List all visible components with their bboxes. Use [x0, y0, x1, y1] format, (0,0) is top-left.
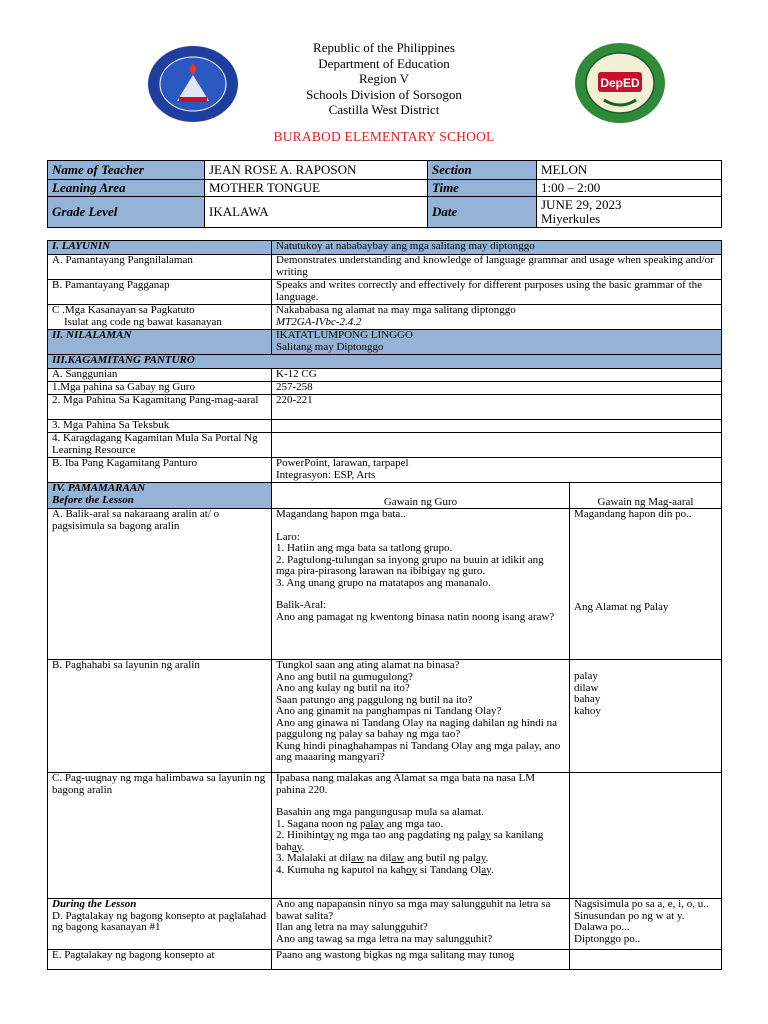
area-value: MOTHER TONGUE [205, 180, 428, 197]
teacher-name: JEAN ROSE A. RAPOSON [205, 161, 428, 180]
pangnilalaman-label: A. Pamantayang Pangnilalaman [48, 255, 272, 280]
lesson-plan-table [47, 240, 722, 970]
layunin-value: Natutukoy at nababaybay ang mga salitang may diptonggo [272, 241, 722, 255]
layunin-heading: I. LAYUNIN [48, 241, 272, 255]
iba-kagamitan-value: PowerPoint, larawan, tarpapel Integrasyon: ESP, Arts [272, 458, 722, 483]
area-label: Leaning Area [48, 180, 205, 197]
kasanayan-value: Nakababasa ng alamat na may mga salitang diptonggo MT2GA-IVbc-2.4.2 [272, 305, 722, 330]
pagtalakay-2-guro: Paano ang wastong bigkas ng mga salitang may tunog [272, 950, 570, 970]
nilalaman-value: IKATATLUMPONG LINGGO Salitang may Diptonggo [272, 330, 722, 355]
balik-aral-label: A. Balik-aral sa nakaraang aralin at/ o pagsisimula sa bagong aralin [48, 509, 272, 660]
section-label: Section [428, 161, 537, 180]
sanggunian-label: A. Sanggunian [48, 369, 272, 382]
sentence-4: 4. Kumuha ng kaputol na kahoy si Tandang Olay. [276, 863, 494, 876]
pagtalakay-2-label: E. Pagtalakay ng bagong konsepto at [48, 950, 272, 970]
sanggunian-value: K-12 CG [272, 369, 722, 382]
pagganap-value: Speaks and writes correctly and effectively for different purposes using the basic grammar of the language. [272, 280, 722, 305]
pagtalakay-1-mag-aaral: Nagsisimula po sa a, e, i, o, u.. Sinusundan po ng w at y. Dalawa po... Diptonggo po.. [570, 899, 722, 950]
school-name: BURABOD ELEMENTARY SCHOOL [273, 129, 495, 144]
sentence-2: 2. Hinihintay ng mga tao ang pagdating ng palay sa kanilang bahay. [276, 829, 544, 853]
pagtalakay-1-guro: Ano ang napapansin ninyo sa mga may salungguhit na letra sa bawat salita? Ilan ang letra na may salungguhit? Ano ang tawag sa mga letra na may salungguhit? [272, 899, 570, 950]
kagamitang-mag-aaral-label: 2. Mga Pahina Sa Kagamitang Pang-mag-aaral [48, 395, 272, 420]
balik-aral-mag-aaral: Magandang hapon din po.. Ang Alamat ng Palay [570, 509, 722, 660]
teksbuk-value [272, 420, 722, 433]
nilalaman-heading: II. NILALAMAN [48, 330, 272, 355]
document-header [0, 0, 768, 150]
pangnilalaman-value: Demonstrates understanding and knowledge of language grammar and usage when speaking and/or writing [272, 255, 722, 280]
iba-kagamitan-label: B. Iba Pang Kagamitang Panturo [48, 458, 272, 483]
balik-aral-guro: Magandang hapon mga bata.. Laro: 1. Hatiin ang mga bata sa tatlong grupo. 2. Pagtulong-tulungan sa inyong grupo na buuin at idikit ang mga pira-pirasong larawan na ibibigay ng guro. 3. Ang unang grupo na matatapos ang mananalo. Balik-Aral: Ano ang pamagat ng kwentong binasa natin noong isang araw? [272, 509, 570, 660]
header-address: Republic of the Philippines Department of Education Region V Schools Division of Sorsogon Castilla West District [306, 40, 462, 117]
pagtalakay-2-mag-aaral [570, 950, 722, 970]
learning-resource-value [272, 433, 722, 458]
date-label: Date [428, 197, 537, 228]
sentence-1: 1. Sagana noon ng palay ang mga tao. [276, 817, 444, 830]
grade-value: IKALAWA [205, 197, 428, 228]
grade-label: Grade Level [48, 197, 205, 228]
paghahabi-mag-aaral: palay dilaw bahay kahoy [570, 660, 722, 773]
kasanayan-label: C .Mga Kasanayan sa Pagkatuto Isulat ang code ng bawat kasanayan [48, 305, 272, 330]
time-value: 1:00 – 2:00 [537, 180, 722, 197]
kagamitang-mag-aaral-value: 220-221 [272, 395, 722, 420]
pagganap-label: B. Pamantayang Pagganap [48, 280, 272, 305]
paghahabi-guro: Tungkol saan ang ating alamat na binasa? Ano ang butil na gumugulong? Ano ang kulay ng butil na ito? Saan patungo ang paggulong ng butil na ito? Ano ang ginamit na panghampas ni Tandang Olay? Ano ang ginawa ni Tandang Olay na naging dahilan ng hindi na paggulong ng palay sa bahay ng mga tao? Kung hindi pinaghahampas ni Tandang Olay ang mga palay, ano ang maaaring mangyari? [272, 660, 570, 773]
pagtalakay-1-label: During the Lesson D. Pagtalakay ng bagong konsepto at paglalahad ng bagong kasanayan #1 [48, 899, 272, 950]
paghahabi-label: B. Paghahabi sa layunin ng aralin [48, 660, 272, 773]
kagamitan-heading: III.KAGAMITANG PANTURO [48, 355, 722, 369]
section-value: MELON [537, 161, 722, 180]
pag-uugnay-label: C. Pag-uugnay ng mga halimbawa sa layunin ng bagong aralin [48, 773, 272, 899]
time-label: Time [428, 180, 537, 197]
sentence-3: 3. Malalaki at dilaw na dilaw ang butil ng palay. [276, 852, 489, 864]
gabay-label: 1.Mga pahina sa Gabay ng Guro [48, 382, 272, 395]
date-value: JUNE 29, 2023 Miyerkules [537, 197, 722, 228]
pag-uugnay-mag-aaral [570, 773, 722, 899]
gabay-value: 257-258 [272, 382, 722, 395]
gawain-guro-header: Gawain ng Guro [272, 483, 570, 509]
teacher-label: Name of Teacher [48, 161, 205, 180]
school-seal-icon [574, 42, 666, 124]
teacher-info-table [47, 160, 722, 228]
learning-resource-label: 4. Karagdagang Kagamitan Mula Sa Portal Ng Learning Resource [48, 433, 272, 458]
teksbuk-label: 3. Mga Pahina Sa Teksbuk [48, 420, 272, 433]
gawain-mag-aaral-header: Gawain ng Mag-aaral [570, 483, 722, 509]
school-seal-text: DepED [600, 76, 640, 90]
pag-uugnay-guro: Ipabasa nang malakas ang Alamat sa mga bata na nasa LM pahina 220. Basahin ang mga pangungusap mula sa alamat. 1. Sagana noon ng palay ang mga tao. 2. Hinihintay ng mga tao ang pagdating ng palay sa kanilang bahay. 3. Malalaki at dilaw na dilaw ang butil ng palay. 4. Kumuha ng kaputol na kahoy si Tandang Olay. [272, 773, 570, 899]
pamamaraan-heading: IV. PAMAMARAAN Before the Lesson [48, 483, 272, 509]
